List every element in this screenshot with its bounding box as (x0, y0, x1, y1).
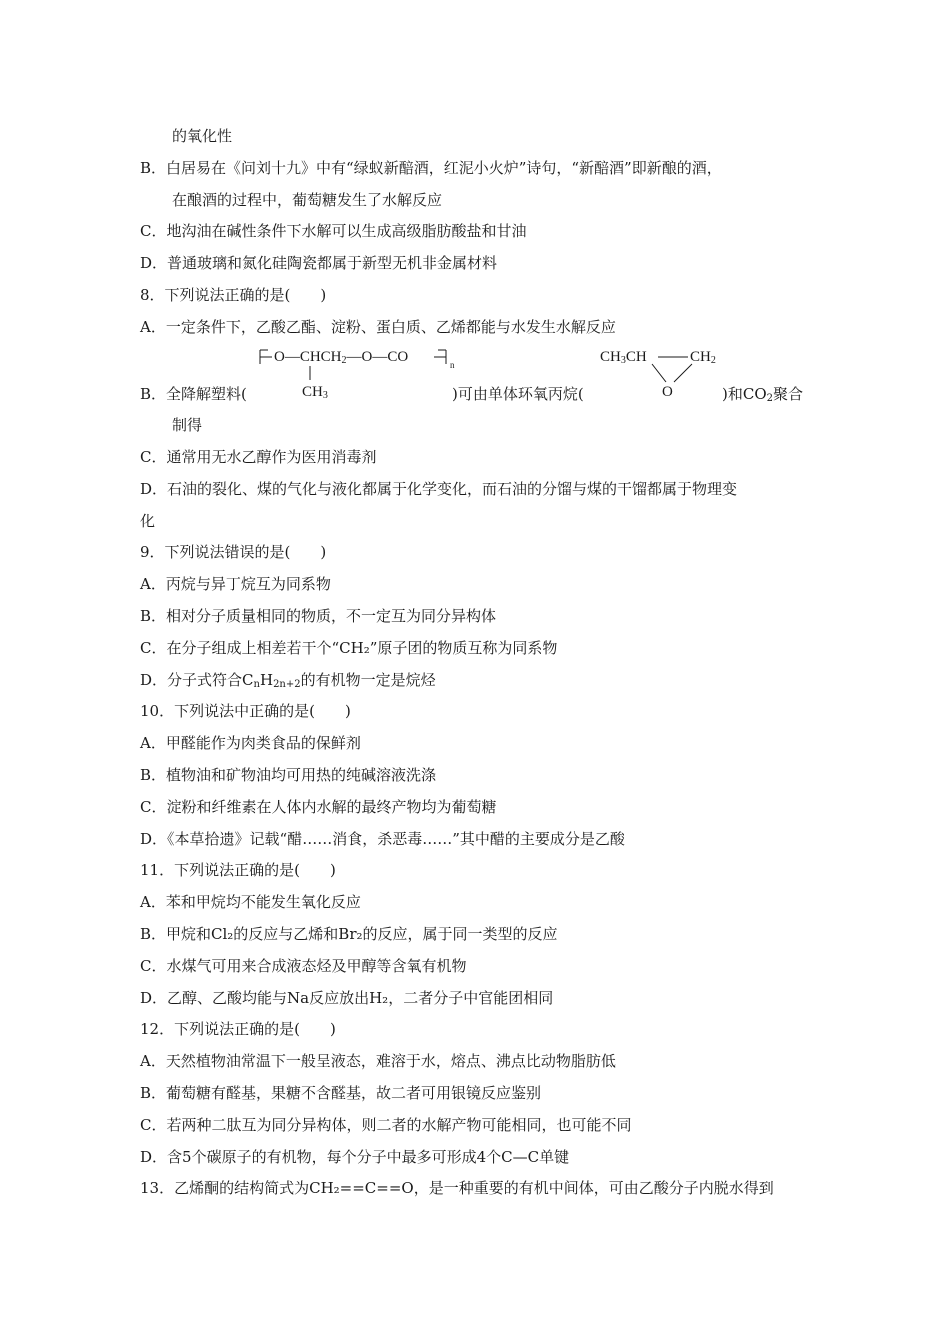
q10-option-c: C．淀粉和纤维素在人体内水解的最终产物均为葡萄糖 (140, 798, 497, 816)
q9-option-a: A．丙烷与异丁烷互为同系物 (140, 575, 331, 593)
q11-option-b: B．甲烷和Cl₂的反应与乙烯和Br₂的反应，属于同一类型的反应 (140, 925, 558, 943)
q8-option-a: A．一定条件下，乙酸乙酯、淀粉、蛋白质、乙烯都能与水发生水解反应 (140, 318, 616, 336)
q10-option-b: B．植物油和矿物油均可用热的纯碱溶液洗涤 (140, 766, 437, 784)
q7-option-d: D．普通玻璃和氮化硅陶瓷都属于新型无机非金属材料 (140, 254, 498, 272)
q8-option-b-continuation: 制得 (172, 416, 203, 434)
q9-option-d: D．分子式符合$C_nH_{2n+2}$的有机物一定是烷烃 (140, 671, 436, 690)
q8-option-b-prefix: B．全降解塑料( (140, 385, 247, 403)
epoxide-right-carbon: $CH_2$ (690, 349, 716, 366)
epoxide-oxygen: O (662, 384, 673, 400)
q9-option-c: C．在分子组成上相差若干个“CH₂”原子团的物质互称为同系物 (140, 639, 558, 657)
q11-option-a: A．苯和甲烷均不能发生氧化反应 (140, 893, 361, 911)
q12-option-c: C．若两种二肽互为同分异构体，则二者的水解产物可能相同，也可能不同 (140, 1116, 632, 1134)
q8-option-b-middle: )可由单体环氧丙烷( (452, 385, 584, 403)
q8-option-c: C．通常用无水乙醇作为医用消毒剂 (140, 448, 377, 466)
q7-option-b-continuation: 在酿酒的过程中，葡萄糖发生了水解反应 (172, 191, 443, 209)
q12-option-a: A．天然植物油常温下一般呈液态，难溶于水，熔点、沸点比动物脂肪低 (140, 1052, 616, 1070)
q12-option-b: B．葡萄糖有醛基，果糖不含醛基，故二者可用银镜反应鉴别 (140, 1084, 542, 1102)
polymer-subscript-n: n (450, 360, 455, 370)
q12-option-d: D．含5个碳原子的有机物，每个分子中最多可形成4个C—C单键 (140, 1148, 570, 1166)
q10-option-a: A．甲醛能作为肉类食品的保鲜剂 (140, 734, 361, 752)
q8-stem: 8．下列说法正确的是( ) (140, 286, 327, 304)
q10-stem: 10．下列说法中正确的是( ) (140, 702, 351, 720)
q9-option-b: B．相对分子质量相同的物质，不一定互为同分异构体 (140, 607, 497, 625)
q11-option-d: D．乙醇、乙酸均能与Na反应放出H₂，二者分子中官能团相同 (140, 989, 554, 1007)
q12-stem: 12．下列说法正确的是( ) (140, 1020, 336, 1038)
q7-option-b: B．白居易在《问刘十九》中有“绿蚁新醅酒，红泥小火炉”诗句，“新醅酒”即新酿的酒， (140, 159, 722, 177)
polymer-methyl-branch: $CH_3$ (302, 384, 328, 401)
q8-option-b-suffix: )和$CO_2$聚合 (722, 385, 804, 404)
q9-stem: 9．下列说法错误的是( ) (140, 543, 327, 561)
q11-stem: 11．下列说法正确的是( ) (140, 861, 336, 879)
q13-stem: 13．乙烯酮的结构简式为CH₂==C==O，是一种重要的有机中间体，可由乙酸分子内脱水得到 (140, 1179, 774, 1197)
epoxide-left-carbon: $CH_3CH$ (600, 349, 647, 366)
q8-option-d: D．石油的裂化、煤的气化与液化都属于化学变化，而石油的分馏与煤的干馏都属于物理变 (140, 480, 738, 498)
q7-option-c: C．地沟油在碱性条件下水解可以生成高级脂肪酸盐和甘油 (140, 222, 527, 240)
q10-option-d: D．《本草拾遗》记载“醋……消食，杀恶毒……”其中醋的主要成分是乙酸 (140, 830, 625, 848)
polymer-main-chain: $O—CHCH_2—O—CO$ (274, 349, 409, 366)
q8-option-d-continuation: 化 (140, 512, 156, 530)
q11-option-c: C．水煤气可用来合成液态烃及甲醇等含氧有机物 (140, 957, 467, 975)
q7-option-a-continuation: 的氧化性 (172, 127, 233, 145)
